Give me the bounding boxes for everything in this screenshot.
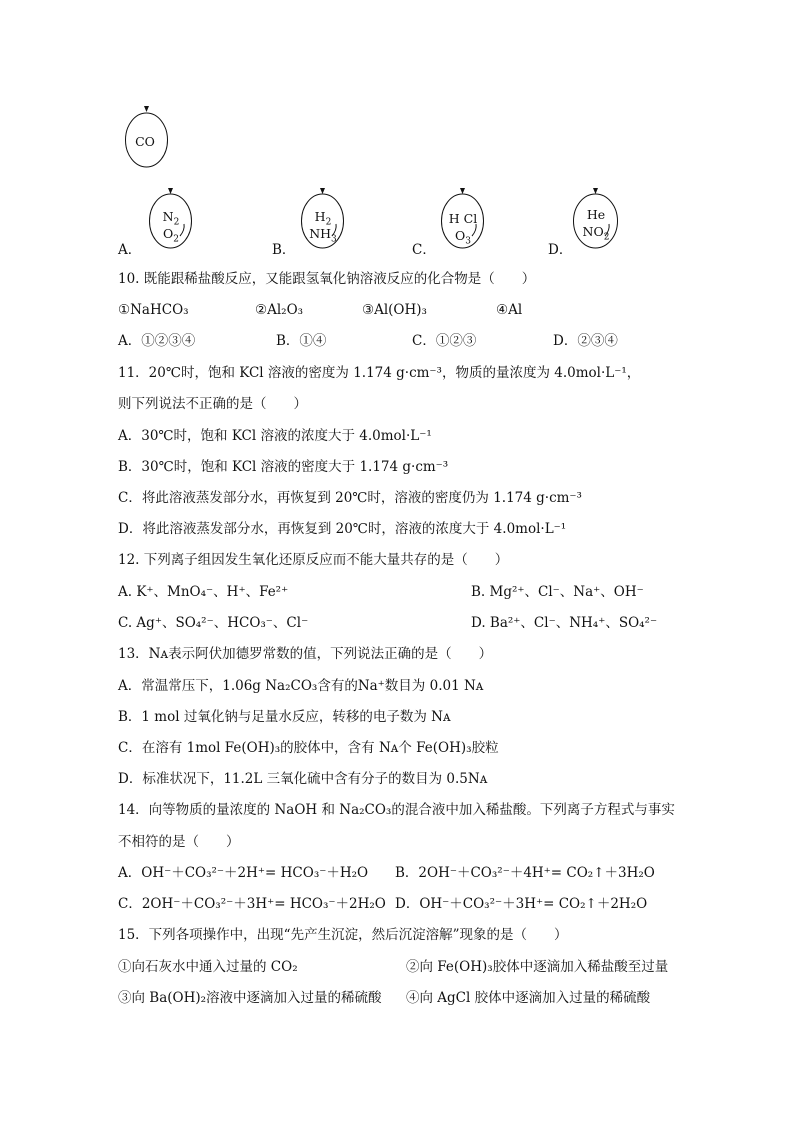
q13-choice-c: C．在溶有 1mol Fe(OH)₃的胶体中，含有 Nᴀ个 Fe(OH)₃胶粒	[118, 740, 499, 756]
q15-item-4: ④向 AgCl 胶体中逐滴加入过量的稀硫酸	[406, 990, 651, 1006]
q12-choice-b: B. Mg²⁺、Cl⁻、Na⁺、OH⁻	[471, 584, 644, 600]
figure-option-a-letter: A．	[118, 242, 142, 258]
q12-choice-c: C. Ag⁺、SO₄²⁻、HCO₃⁻、Cl⁻	[118, 615, 309, 631]
q10-choice-b: B．①④	[276, 333, 327, 349]
q14-choice-c: C．2OH⁻＋CO₃²⁻＋3H⁺= HCO₃⁻＋2H₂O	[118, 896, 386, 912]
q11-stem-line1: 11．20℃时，饱和 KCl 溶液的密度为 1.174 g·cm⁻³，物质的量浓度为 4.0mol·L⁻¹，	[118, 365, 641, 381]
q11-stem-line2: 则下列说法不正确的是（ ）	[118, 396, 307, 412]
q11-choice-a: A．30℃时，饱和 KCl 溶液的浓度大于 4.0mol·L⁻¹	[118, 428, 432, 444]
q14-stem-line2: 不相符的是（ ）	[118, 834, 240, 850]
q15-stem: 15．下列各项操作中，出现“先产生沉淀，然后沉淀溶解”现象的是（ ）	[118, 927, 568, 943]
balloon-co-label: CO	[135, 134, 155, 149]
q11-choice-b: B．30℃时，饱和 KCl 溶液的密度大于 1.174 g·cm⁻³	[118, 459, 449, 475]
q10-item-2: ②Al₂O₃	[255, 302, 304, 318]
q10-choice-c: C．①②③	[412, 333, 477, 349]
balloon-knot-icon	[144, 106, 149, 112]
q13-choice-a: A．常温常压下，1.06g Na₂CO₃含有的Na⁺数目为 0.01 Nᴀ	[118, 678, 484, 694]
q10-choice-a: A．①②③④	[118, 333, 196, 349]
q13-choice-d: D．标准状况下，11.2L 三氧化硫中含有分子的数目为 0.5Nᴀ	[118, 771, 488, 787]
q11-choice-c: C．将此溶液蒸发部分水，再恢复到 20℃时，溶液的密度仍为 1.174 g·cm⁻³	[118, 490, 582, 506]
q14-choice-a: A．OH⁻＋CO₃²⁻＋2H⁺= HCO₃⁻＋H₂O	[118, 865, 369, 881]
q10-item-1: ①NaHCO₃	[118, 302, 189, 318]
q14-stem-line1: 14．向等物质的量浓度的 NaOH 和 Na₂CO₃的混合液中加入稀盐酸。下列离子方程式与事实	[118, 802, 675, 818]
balloon-a-gas2: $O_2$	[163, 226, 179, 245]
q12-stem: 12. 下列离子组因发生氧化还原反应而不能大量共存的是（ ）	[118, 552, 509, 568]
balloon-d-gas2: $NO_2$	[582, 224, 610, 243]
balloon-b-gas2: $NH_3$	[309, 226, 337, 245]
figure-option-c-letter: C．	[412, 242, 436, 258]
q14-choice-d: D．OH⁻＋CO₃²⁻＋3H⁺= CO₂↑＋2H₂O	[395, 896, 648, 912]
q10-item-3: ③Al(OH)₃	[362, 302, 427, 318]
q10-stem: 10. 既能跟稀盐酸反应，又能跟氢氧化钠溶液反应的化合物是（ ）	[118, 271, 536, 287]
figure-option-b-letter: B．	[272, 242, 296, 258]
q13-choice-b: B．1 mol 过氧化钠与足量水反应，转移的电子数为 Nᴀ	[118, 709, 451, 725]
q10-choice-d: D．②③④	[553, 333, 618, 349]
balloon-a-gas1: $N_2$	[162, 209, 180, 228]
balloon-b-gas1: $H_2$	[314, 209, 332, 228]
q11-choice-d: D．将此溶液蒸发部分水，再恢复到 20℃时，溶液的浓度大于 4.0mol·L⁻¹	[118, 521, 567, 537]
q15-item-2: ②向 Fe(OH)₃胶体中逐滴加入稀盐酸至过量	[406, 959, 669, 975]
figure-option-d-letter: D．	[548, 242, 573, 258]
balloon-d-gas1: He	[586, 207, 606, 222]
balloon-c-gas2: $O_3$	[455, 228, 471, 247]
q13-stem: 13．Nᴀ表示阿伏加德罗常数的值，下列说法正确的是（ ）	[118, 646, 493, 662]
q12-choice-a: A. K⁺、MnO₄⁻、H⁺、Fe²⁺	[118, 584, 289, 600]
q15-item-1: ①向石灰水中通入过量的 CO₂	[118, 959, 298, 975]
q15-item-3: ③向 Ba(OH)₂溶液中逐滴加入过量的稀硫酸	[118, 990, 382, 1006]
q10-item-4: ④Al	[496, 302, 523, 318]
q12-choice-d: D. Ba²⁺、Cl⁻、NH₄⁺、SO₄²⁻	[471, 615, 658, 631]
q14-choice-b: B．2OH⁻＋CO₃²⁻＋4H⁺= CO₂↑＋3H₂O	[395, 865, 655, 881]
balloon-c-gas1: H Cl	[448, 211, 478, 226]
